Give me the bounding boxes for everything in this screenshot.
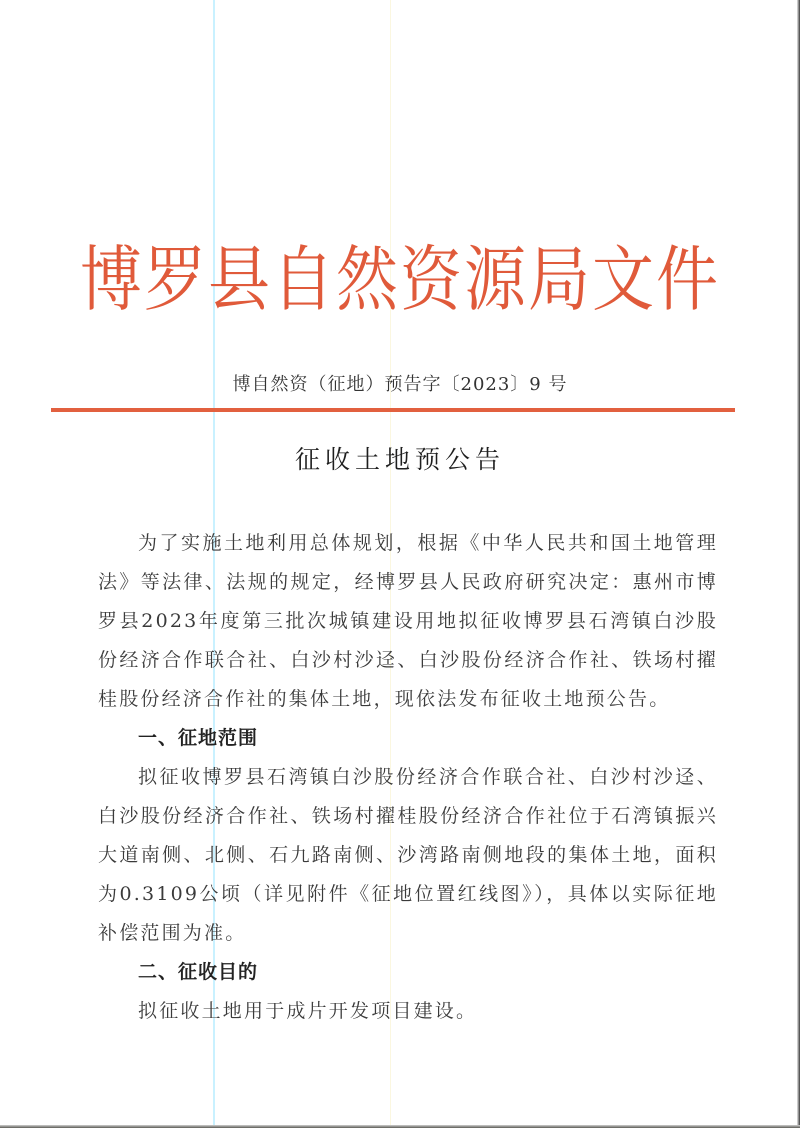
document-number: 博自然资（征地）预告字〔2023〕9 号: [232, 374, 568, 395]
section-heading-purpose: 二、征收目的: [138, 961, 259, 983]
document-title: 征收土地预公告: [294, 445, 505, 474]
intro-paragraph: 为了实施土地利用总体规划，根据《中华人民共和国土地管理法》等法律、法规的规定，经博罗县人民政府研究决定：惠州市博罗县2023年度第三批次城镇建设用地拟征收博罗县石湾镇白沙股份经济合作联合社、白沙村沙迳、白沙股份经济合作社、铁场村擢桂股份经济合作社的集体土地，现依法发布征收土地预公告。: [98, 532, 718, 710]
section-body-purpose: 拟征收土地用于成片开发项目建设。: [138, 1000, 478, 1022]
section-heading-scope: 一、征地范围: [138, 727, 259, 749]
section-body-scope: 拟征收博罗县石湾镇白沙股份经济合作联合社、白沙村沙迳、白沙股份经济合作社、铁场村擢桂股份经济合作社位于石湾镇振兴大道南侧、北侧、石九路南侧、沙湾路南侧地段的集体土地，面积为0.3109公顷（详见附件《征地位置红线图》），具体以实际征地补偿范围为准。: [98, 766, 718, 944]
red-divider-rule: [51, 408, 735, 412]
issuer-header: 博罗县自然资源局文件: [79, 237, 720, 322]
document-body: [98, 524, 718, 1031]
